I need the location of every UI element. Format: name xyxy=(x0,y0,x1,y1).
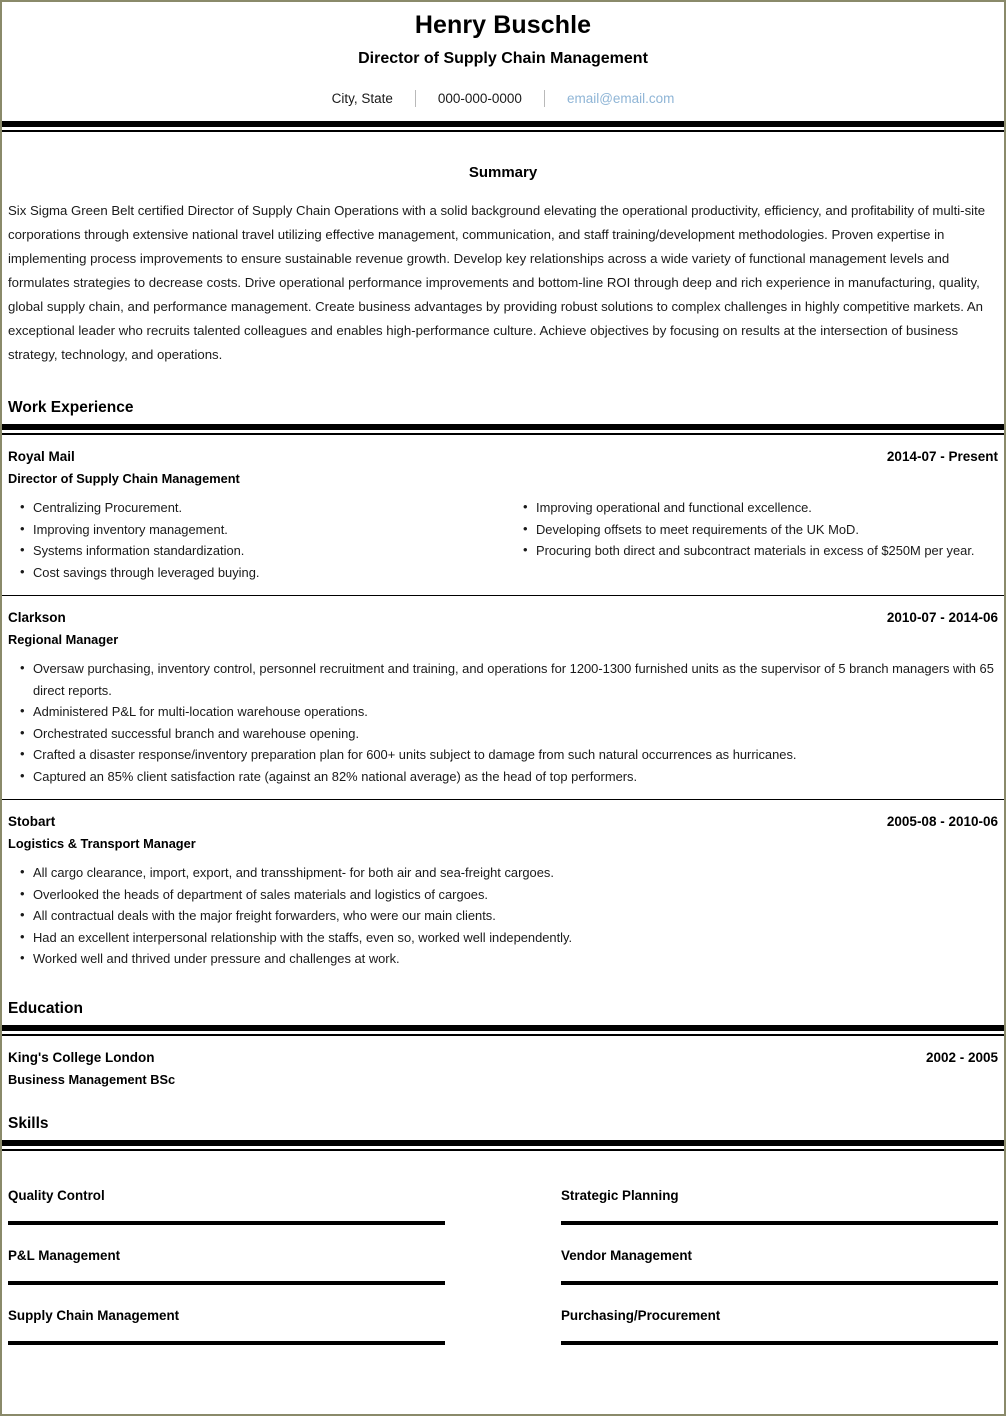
experience-bullet: • All cargo clearance, import, export, and transshipment- for both air and sea-freight cargoes. xyxy=(8,862,998,884)
skills-heading: Skills xyxy=(8,1114,49,1132)
experience-role: Logistics & Transport Manager xyxy=(8,836,196,852)
experience-entry-header xyxy=(8,610,998,625)
experience-organization: Stobart xyxy=(8,814,56,830)
experience-entry-header xyxy=(8,814,998,829)
experience-dates: 2010-07 - 2014-06 xyxy=(886,610,998,626)
work-experience-section xyxy=(8,393,998,982)
experience-bullet: • Cost savings through leveraged buying. xyxy=(8,562,503,584)
contact-location: City, State xyxy=(331,91,393,107)
work-experience-heading: Work Experience xyxy=(8,399,134,417)
experience-bullet: • Procuring both direct and subcontract materials in excess of $250M per year. xyxy=(511,540,998,562)
header-divider xyxy=(2,121,1004,132)
experience-bullet: • Oversaw purchasing, inventory control, personnel recruitment and training, and operations for 1200-1300 furnished units as the supervisor of 5 branch managers with 65 direct reports. xyxy=(8,658,998,701)
skill-item xyxy=(8,1285,503,1345)
skills-divider xyxy=(2,1140,1004,1151)
experience-bullet: • All contractual deals with the major freight forwarders, who were our main clients. xyxy=(8,905,998,927)
experience-entry xyxy=(8,596,998,799)
education-dates: 2002 - 2005 xyxy=(925,1049,998,1065)
resume-header xyxy=(8,2,998,121)
experience-bullet: • Improving operational and functional excellence. xyxy=(511,497,998,519)
education-section xyxy=(8,982,998,1099)
candidate-name: Henry Buschle xyxy=(414,11,592,39)
experience-bullet: • Centralizing Procurement. xyxy=(8,497,503,519)
candidate-job-title: Director of Supply Chain Management xyxy=(358,50,648,68)
experience-bullet: • Improving inventory management. xyxy=(8,519,503,541)
experience-bullet: • Had an excellent interpersonal relationship with the staffs, even so, worked well independently. xyxy=(8,927,998,949)
education-divider xyxy=(2,1025,1004,1036)
summary-text: Six Sigma Green Belt certified Director of Supply Chain Operations with a solid background elevating the operational productivity, efficiency, and profitability of multi-site corporations through extensive national travel utilizing effective management, communication, and staff training/development methodologies. Proven expertise in implementing process improvements to ensure sustainable revenue growth. Develop key relationships across a wide variety of functional management levels and formulates strategies to decrease costs. Drive operational performance improvements and bottom-line ROI through deep and rich experience in manufacturing, quality, global supply chain, and performance management. Create business advantages by providing robust solutions to complex challenges in highly competitive markets. An exceptional leader who recruits talented colleagues and enables high-performance culture. Achieve objectives by focusing on results at the intersection of business strategy, technology, and operations. xyxy=(8,203,986,363)
experience-role: Director of Supply Chain Management xyxy=(8,471,240,487)
skills-grid xyxy=(8,1151,998,1345)
experience-dates: 2005-08 - 2010-06 xyxy=(886,814,998,830)
experience-dates: 2014-07 - Present xyxy=(886,449,998,465)
summary-section xyxy=(8,132,998,393)
experience-bullet-list-right xyxy=(503,497,998,583)
education-degree: Business Management BSc xyxy=(8,1071,176,1087)
skill-item xyxy=(503,1225,998,1285)
contact-email-link[interactable]: email@email.com xyxy=(566,91,675,107)
work-experience-divider xyxy=(2,424,1004,435)
education-entry xyxy=(8,1036,998,1099)
skill-name: Strategic Planning xyxy=(561,1187,679,1203)
education-entry-header xyxy=(8,1050,998,1065)
experience-entry xyxy=(8,435,998,595)
experience-bullet: • Overlooked the heads of department of sales materials and logistics of cargoes. xyxy=(8,884,998,906)
experience-organization: Royal Mail xyxy=(8,449,75,465)
experience-bullet-list xyxy=(8,658,998,787)
contact-row xyxy=(8,90,998,107)
experience-bullet: • Worked well and thrived under pressure and challenges at work. xyxy=(8,948,998,970)
skill-name: P&L Management xyxy=(8,1247,121,1263)
experience-bullet: • Captured an 85% client satisfaction rate (against an 82% national average) as the head of top performers. xyxy=(8,766,998,788)
experience-role: Regional Manager xyxy=(8,632,119,648)
experience-bullet: • Orchestrated successful branch and warehouse opening. xyxy=(8,723,998,745)
skill-name: Supply Chain Management xyxy=(8,1307,180,1323)
contact-phone: 000-000-0000 xyxy=(437,91,522,107)
experience-bullet: • Systems information standardization. xyxy=(8,540,503,562)
experience-entry-header xyxy=(8,449,998,464)
experience-bullet: • Crafted a disaster response/inventory preparation plan for 600+ units subject to damage from such natural occurrences as hurricanes. xyxy=(8,744,998,766)
skill-item xyxy=(8,1225,503,1285)
skill-name: Quality Control xyxy=(8,1187,105,1203)
skill-item xyxy=(8,1165,503,1225)
skill-item xyxy=(503,1285,998,1345)
education-heading: Education xyxy=(8,999,83,1017)
experience-bullet-list-left xyxy=(8,497,503,583)
experience-organization: Clarkson xyxy=(8,610,66,626)
experience-entry xyxy=(8,800,998,982)
experience-bullets-two-column xyxy=(8,486,998,583)
summary-title: Summary xyxy=(468,164,538,182)
skill-item xyxy=(503,1165,998,1225)
experience-bullet-list xyxy=(8,862,998,970)
skill-name: Purchasing/Procurement xyxy=(561,1307,721,1323)
experience-bullet: • Administered P&L for multi-location warehouse operations. xyxy=(8,701,998,723)
experience-bullet: • Developing offsets to meet requirements of the UK MoD. xyxy=(511,519,998,541)
skill-name: Vendor Management xyxy=(561,1247,692,1263)
skills-section xyxy=(8,1099,998,1345)
education-institution: King's College London xyxy=(8,1049,155,1065)
